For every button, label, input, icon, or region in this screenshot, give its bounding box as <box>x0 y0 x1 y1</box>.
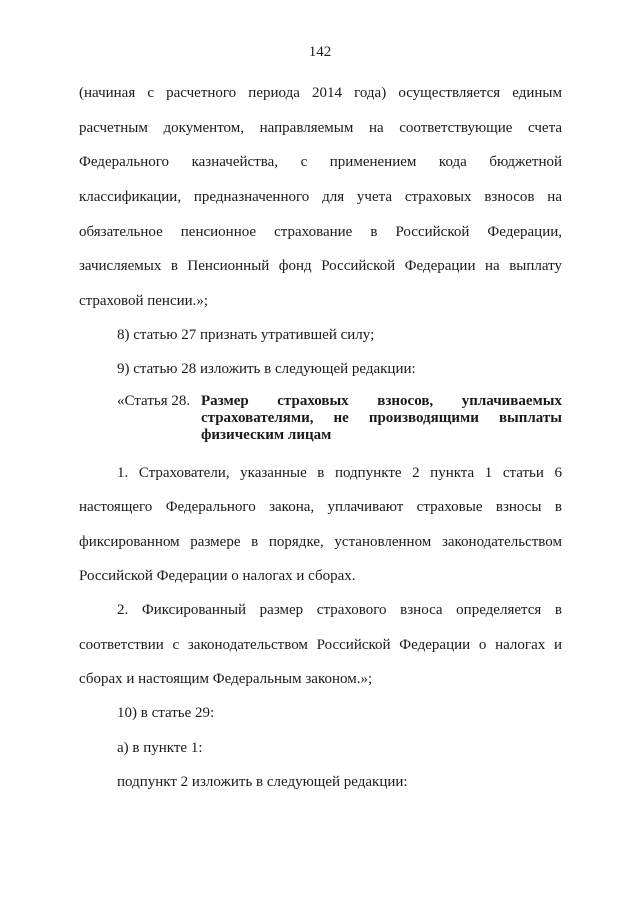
article-heading <box>117 393 562 447</box>
text-line: зачисляемых в Пенсионный фонд Российской Федерации на выплату <box>79 258 562 274</box>
text-line: обязательное пенсионное страхование в Российской Федерации, <box>79 224 562 240</box>
article-title <box>201 393 562 444</box>
text-line: соответствии с законодательством Российской Федерации о налогах и <box>79 637 562 653</box>
article-label: «Статья 28. <box>117 393 191 409</box>
text-line: 9) статью 28 изложить в следующей редакции: <box>117 361 416 377</box>
article-title-line: физическим лицам <box>201 427 332 443</box>
page-number: 142 <box>308 44 332 60</box>
text-line: 10) в статье 29: <box>117 705 215 721</box>
text-line: сборах и настоящим Федеральным законом.»; <box>79 671 373 687</box>
text-line: расчетным документом, направляемым на соответствующие счета <box>79 120 562 136</box>
text-line: а) в пункте 1: <box>117 740 203 756</box>
text-line: 8) статью 27 признать утратившей силу; <box>117 327 375 343</box>
text-line: 1. Страхователи, указанные в подпункте 2 пункта 1 статьи 6 <box>117 465 562 481</box>
text-line: фиксированном размере в порядке, установленном законодательством <box>79 534 562 550</box>
text-line: настоящего Федерального закона, уплачивают страховые взносы в <box>79 499 562 515</box>
text-line: классификации, предназначенного для учета страховых взносов на <box>79 189 562 205</box>
text-line: Российской Федерации о налогах и сборах. <box>79 568 356 584</box>
article-title-line: страхователями, не производящими выплаты <box>201 410 562 426</box>
text-line: (начиная с расчетного периода 2014 года) осуществляется единым <box>79 85 562 101</box>
article-title-line: Размер страховых взносов, уплачиваемых <box>201 393 562 409</box>
text-line: подпункт 2 изложить в следующей редакции: <box>117 774 408 790</box>
text-line: Федерального казначейства, с применением кода бюджетной <box>79 154 562 170</box>
text-line: 2. Фиксированный размер страхового взноса определяется в <box>117 602 562 618</box>
text-line: страховой пенсии.»; <box>79 293 209 309</box>
